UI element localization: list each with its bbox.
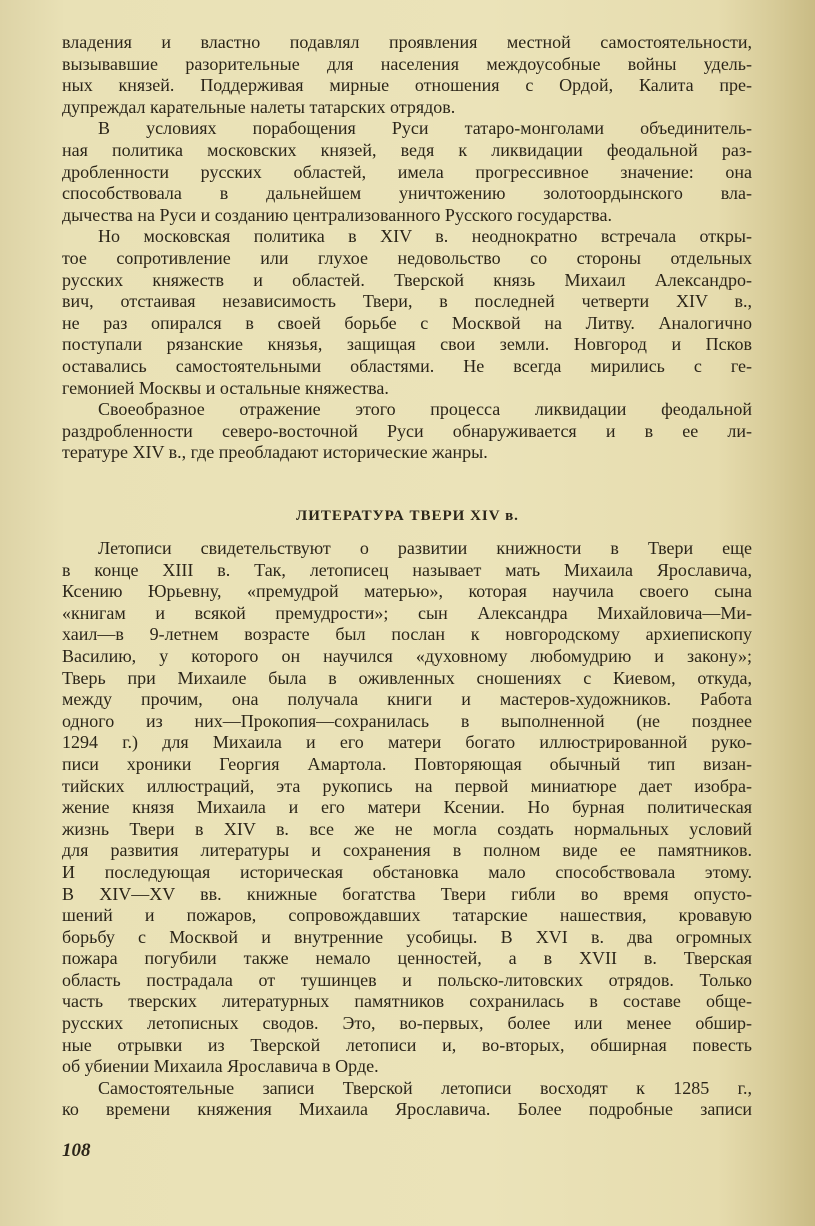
text-line: В условиях порабощения Руси татаро-монголами объединитель- xyxy=(98,118,752,139)
text-line: Своеобразное отражение этого процесса ликвидации феодальной xyxy=(98,399,752,420)
text-line: Самостоятельные записи Тверской летописи восходят к 1285 г., xyxy=(98,1077,752,1098)
text-line: Но московская политика в XIV в. неоднократно встречала откры- xyxy=(98,226,752,247)
text-line: между прочим, она получала книги и мастеров-художников. Работа xyxy=(62,689,752,710)
text-line: русских летописных сводов. Это, во-первых, более или менее обшир- xyxy=(62,1013,752,1034)
text-line: дробленности русских областей, имела прогрессивное значение: она xyxy=(62,161,752,182)
text-line: область пострадала от тушинцев и польско-литовских отрядов. Только xyxy=(62,969,752,990)
text-line: шений и пожаров, сопровождавших татарские нашествия, кровавую xyxy=(62,905,752,926)
text-line: Ксению Юрьевну, «премудрой матерью», которая научила своего сына xyxy=(62,581,752,602)
text-line: дычества на Руси и созданию централизованного Русского государства. xyxy=(62,204,612,225)
paragraph xyxy=(62,538,752,1078)
text-line: гемонией Москвы и остальные княжества. xyxy=(62,377,389,398)
text-line: Василию, у которого он научился «духовному любомудрию и закону»; xyxy=(62,645,752,666)
text-line: дупреждал карательные налеты татарских отрядов. xyxy=(62,96,456,117)
text-line: об убиении Михаила Ярославича в Орде. xyxy=(62,1056,379,1077)
text-line: оставались самостоятельными областями. Не всегда мирились с ге- xyxy=(62,355,752,376)
bottom-text-block xyxy=(62,538,752,1121)
text-line: тое сопротивление или глухое недовольство со стороны отдельных xyxy=(62,247,752,268)
text-line: В XIV—XV вв. книжные богатства Твери гибли во время опусто- xyxy=(62,883,752,904)
text-line: Тверь при Михаиле была в оживленных сношениях с Киевом, откуда, xyxy=(62,667,752,688)
text-line: ко времени княжения Михаила Ярославича. Более подробные записи xyxy=(62,1099,752,1120)
text-line: борьбу с Москвой и внутренние усобицы. В XVI в. два огромных xyxy=(62,926,752,947)
text-line: И последующая историческая обстановка мало способствовала этому. xyxy=(62,861,752,882)
text-line: русских княжеств и областей. Тверской князь Михаил Александро- xyxy=(62,269,752,290)
text-line: тийских иллюстраций, эта рукопись на первой миниатюре дает изобра- xyxy=(62,775,752,796)
text-line: жизнь Твери в XIV в. все же не могла создать нормальных условий xyxy=(62,818,752,839)
paragraph xyxy=(62,1078,752,1121)
text-line: не раз опирался в своей борьбе с Москвой на Литву. Аналогично xyxy=(62,312,752,333)
page-number: 108 xyxy=(62,1140,91,1161)
paragraph xyxy=(62,32,752,118)
text-line: владения и властно подавлял проявления местной самостоятельности, xyxy=(62,32,752,52)
text-line: вич, отстаивая независимость Твери, в последней четверти XIV в., xyxy=(62,291,752,312)
text-line: часть тверских литературных памятников сохранилась в составе обще- xyxy=(62,991,752,1012)
text-line: «книгам и всякой премудрости»; сын Александра Михайловича—Ми- xyxy=(62,602,752,623)
text-line: Летописи свидетельствуют о развитии книжности в Твери еще xyxy=(98,538,752,558)
text-line: тературе XIV в., где преобладают исторические жанры. xyxy=(62,442,488,463)
text-line: писи хроники Георгия Амартола. Повторяющая обычный тип визан- xyxy=(62,753,752,774)
text-line: одного из них—Прокопия—сохранилась в выполненной (не позднее xyxy=(62,710,752,731)
top-text-block xyxy=(62,32,752,464)
paragraph xyxy=(62,399,752,464)
text-line: пожара погубили также немало ценностей, а в XVII в. Тверская xyxy=(62,948,752,969)
text-line: жение князя Михаила и его матери Ксении. Но бурная политическая xyxy=(62,797,752,818)
text-line: поступали рязанские князья, защищая свои земли. Новгород и Псков xyxy=(62,334,752,355)
text-line: 1294 г.) для Михаила и его матери богато иллюстрированной руко- xyxy=(62,732,752,753)
text-line: раздробленности северо-восточной Руси обнаруживается и в ее ли- xyxy=(62,420,752,441)
text-line: ная политика московских князей, ведя к ликвидации феодальной раз- xyxy=(62,139,752,160)
text-line: ных князей. Поддерживая мирные отношения с Ордой, Калита пре- xyxy=(62,75,752,96)
text-line: в конце XIII в. Так, летописец называет мать Михаила Ярославича, xyxy=(62,559,752,580)
text-line: хаил—в 9-летнем возрасте был послан к новгородскому архиепископу xyxy=(62,624,752,645)
text-line: вызывавшие разорительные для населения междоусобные войны удель- xyxy=(62,53,752,74)
paragraph xyxy=(62,118,752,226)
section-heading: ЛИТЕРАТУРА ТВЕРИ XIV в. xyxy=(296,508,519,524)
text-line: ные отрывки из Тверской летописи и, во-вторых, обширная повесть xyxy=(62,1034,752,1055)
paragraph xyxy=(62,226,752,399)
text-line: для развития литературы и сохранения в полном виде ее памятников. xyxy=(62,840,752,861)
text-line: способствовала в дальнейшем уничтожению золотоордынского вла- xyxy=(62,183,752,204)
